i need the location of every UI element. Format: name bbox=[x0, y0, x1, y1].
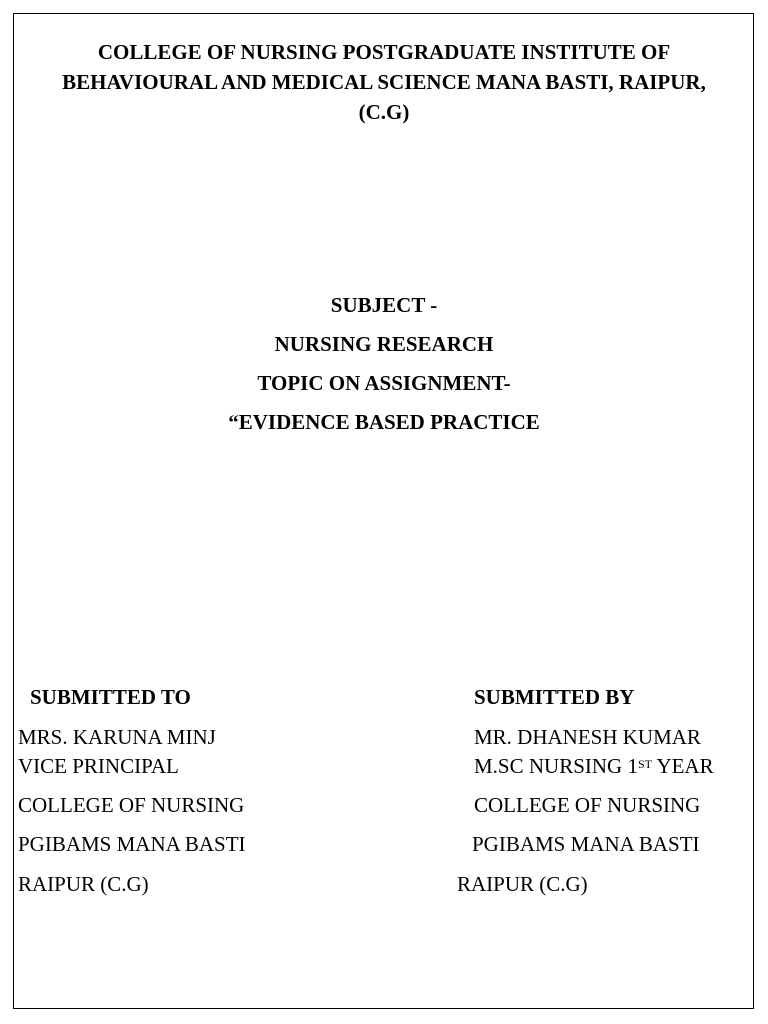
course-suffix: YEAR bbox=[651, 754, 714, 778]
subject-label: SUBJECT - bbox=[330, 293, 438, 317]
submitted-to-city: RAIPUR (C.G) bbox=[18, 872, 149, 896]
college-title-line-2: BEHAVIOURAL AND MEDICAL SCIENCE MANA BASTI, RAIPUR, bbox=[62, 70, 706, 94]
submitted-by-institute: PGIBAMS MANA BASTI bbox=[472, 832, 700, 856]
course-superscript: ST bbox=[637, 757, 652, 771]
college-title-line-3: (C.G) bbox=[358, 100, 410, 124]
submitted-by-name: MR. DHANESH KUMAR bbox=[474, 725, 701, 749]
subject-name: NURSING RESEARCH bbox=[274, 332, 494, 356]
course-prefix: M.SC NURSING 1 bbox=[474, 754, 638, 778]
submitted-by-course bbox=[474, 754, 714, 778]
submitted-to-designation: VICE PRINCIPAL bbox=[18, 754, 179, 778]
college-title-line-1: COLLEGE OF NURSING POSTGRADUATE INSTITUTE OF bbox=[97, 40, 671, 64]
submitted-to-college: COLLEGE OF NURSING bbox=[18, 793, 245, 817]
topic-label: TOPIC ON ASSIGNMENT- bbox=[257, 371, 511, 395]
submitted-to-heading: SUBMITTED TO bbox=[30, 685, 191, 709]
submitted-to-name: MRS. KARUNA MINJ bbox=[18, 725, 216, 749]
college-title bbox=[20, 37, 748, 127]
submitted-by-city: RAIPUR (C.G) bbox=[457, 872, 588, 896]
submitted-by-college: COLLEGE OF NURSING bbox=[474, 793, 701, 817]
page-border bbox=[13, 13, 754, 1009]
submitted-to-institute: PGIBAMS MANA BASTI bbox=[18, 832, 246, 856]
topic-title: “EVIDENCE BASED PRACTICE bbox=[228, 410, 540, 434]
submitted-by-heading: SUBMITTED BY bbox=[474, 685, 635, 709]
